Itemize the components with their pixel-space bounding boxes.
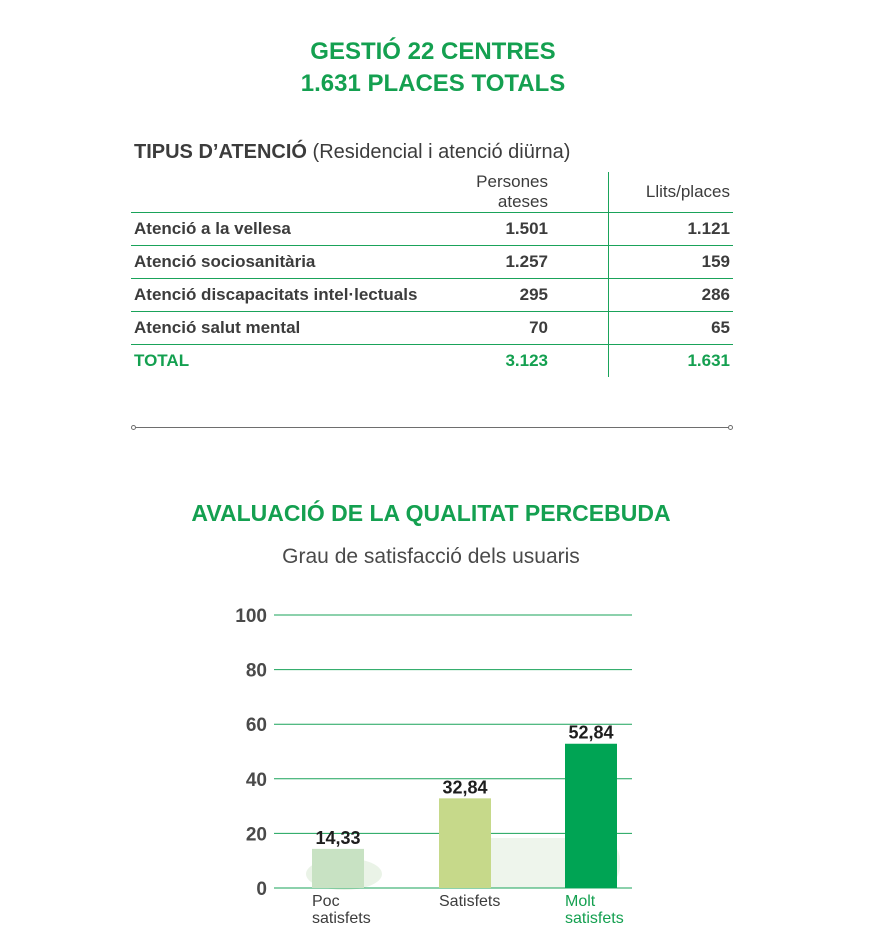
row-persons: 295 [457, 279, 609, 312]
care-table-title-rest: (Residencial i atenció diürna) [312, 141, 571, 163]
bar [565, 744, 617, 888]
y-tick-label: 80 [245, 660, 267, 682]
row-label: Atenció discapacitats intel·lectuals [131, 279, 457, 312]
x-category-label: Satisfets [439, 893, 501, 910]
total-persons: 3.123 [457, 345, 609, 378]
bar [312, 849, 364, 888]
row-persons: 70 [457, 312, 609, 345]
row-label: Atenció salut mental [131, 312, 457, 345]
section-divider [134, 427, 730, 428]
table-row [131, 312, 733, 345]
table-row [131, 279, 733, 312]
satisfaction-bar-chart [0, 590, 880, 940]
row-places: 1.121 [609, 213, 734, 246]
y-tick-label: 0 [256, 879, 267, 900]
y-tick-label: 20 [245, 824, 267, 846]
table-row [131, 213, 733, 246]
row-label: Atenció a la vellesa [131, 213, 457, 246]
header-places: Llits/places [609, 172, 734, 213]
bar-value-label: 52,84 [568, 722, 614, 743]
care-table-title-bold: TIPUS D’ATENCIÓ [134, 141, 307, 163]
row-persons: 1.501 [457, 213, 609, 246]
table-total-row [131, 345, 733, 378]
y-tick-label: 100 [235, 606, 267, 627]
care-table-title [134, 141, 570, 164]
row-label: Atenció sociosanitària [131, 246, 457, 279]
row-persons: 1.257 [457, 246, 609, 279]
x-category-label: Poc [312, 893, 340, 910]
row-places: 159 [609, 246, 734, 279]
y-tick-label: 60 [245, 715, 267, 737]
bar-value-label: 14,33 [315, 827, 361, 848]
chart-subtitle: Grau de satisfacció dels usuaris [282, 545, 580, 568]
row-places: 65 [609, 312, 734, 345]
x-category-label: satisfets [565, 910, 624, 927]
table-row [131, 246, 733, 279]
row-places: 286 [609, 279, 734, 312]
x-category-label: Molt [565, 893, 596, 910]
total-places: 1.631 [609, 345, 734, 378]
header-centres: GESTIÓ 22 CENTRES [310, 38, 556, 65]
y-tick-label: 40 [245, 769, 267, 791]
header [0, 36, 866, 100]
header-places: 1.631 PLACES TOTALS [300, 70, 566, 97]
evaluation-title: AVALUACIÓ DE LA QUALITAT PERCEBUDA [191, 500, 671, 526]
header-persons: Persones ateses [476, 172, 548, 211]
care-table-header [131, 172, 733, 213]
bar [439, 798, 491, 888]
total-label: TOTAL [131, 345, 457, 378]
care-table [131, 172, 733, 377]
x-category-label: satisfets [312, 910, 371, 927]
header-blank [131, 172, 457, 213]
bar-value-label: 32,84 [442, 777, 488, 798]
